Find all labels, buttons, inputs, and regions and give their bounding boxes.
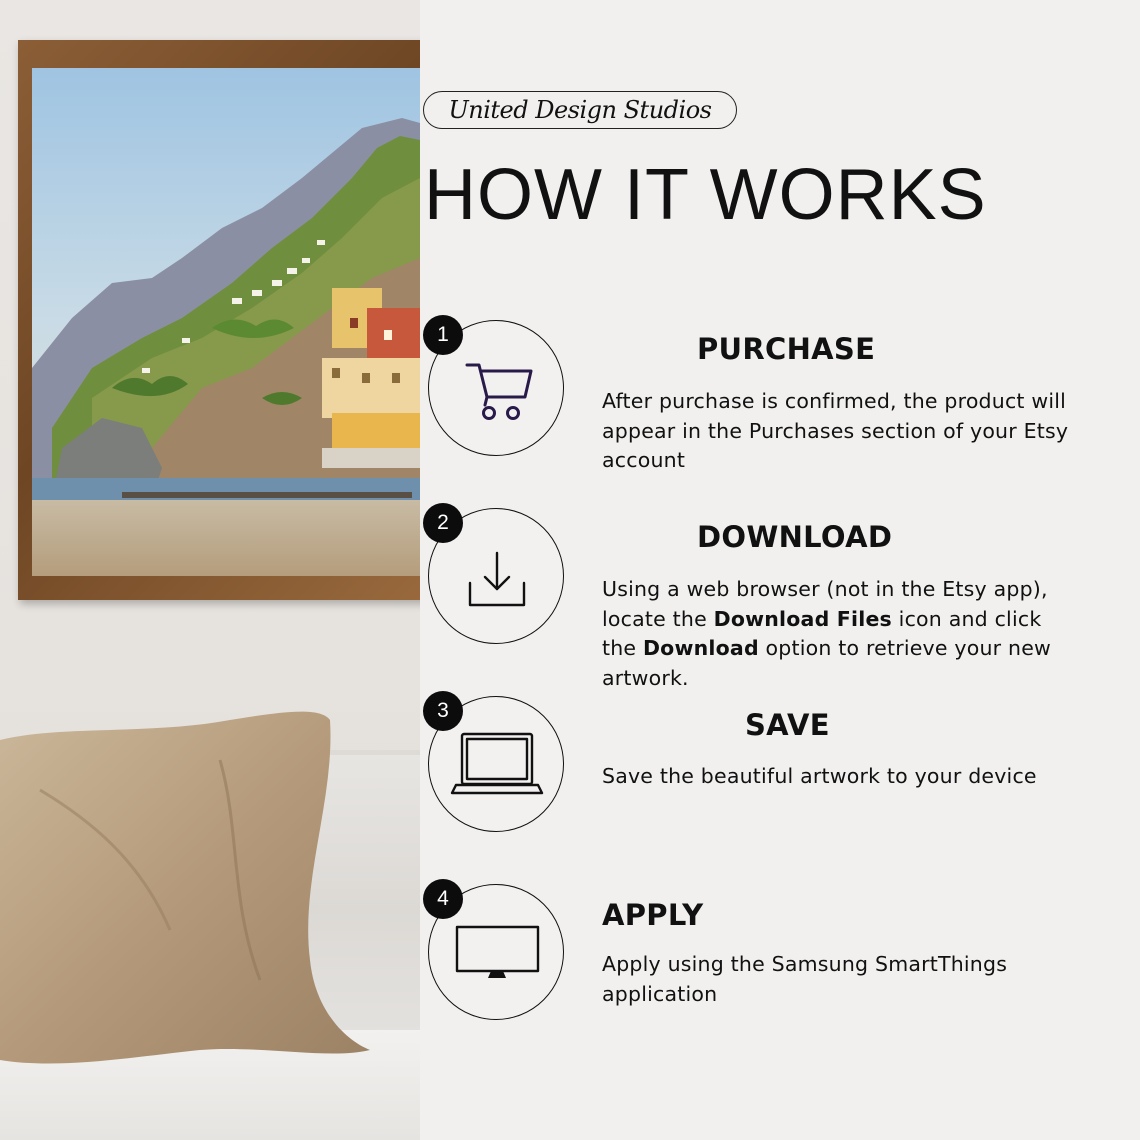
download-files-emphasis: Download Files bbox=[713, 606, 892, 631]
room-photo bbox=[0, 0, 420, 1140]
brand-badge: United Design Studios bbox=[423, 91, 737, 129]
step-2-heading: DOWNLOAD bbox=[697, 520, 893, 554]
step-3-number-badge: 3 bbox=[423, 691, 463, 731]
step-3-description: Save the beautiful artwork to your device bbox=[602, 764, 1037, 788]
step-4-heading: APPLY bbox=[602, 898, 704, 932]
cushion-pillow bbox=[0, 0, 420, 1140]
download-emphasis: Download bbox=[642, 636, 759, 660]
step-2-number-badge: 2 bbox=[423, 503, 463, 543]
step-4-description: Apply using the Samsung SmartThings application bbox=[602, 952, 1008, 1006]
page-title: HOW IT WORKS bbox=[424, 155, 987, 235]
step-4-number-badge: 4 bbox=[423, 879, 463, 919]
step-1-heading: PURCHASE bbox=[697, 332, 876, 366]
step-2-description: Using a web browser (not in the Etsy app), locate the Download Files icon and click the Download option to retrieve your new artwork. bbox=[602, 577, 1051, 690]
step-3-heading: SAVE bbox=[745, 708, 830, 742]
step-1-description: After purchase is confirmed, the product will appear in the Purchases section of your Etsy account bbox=[602, 389, 1069, 472]
step-1-number-badge: 1 bbox=[423, 315, 463, 355]
